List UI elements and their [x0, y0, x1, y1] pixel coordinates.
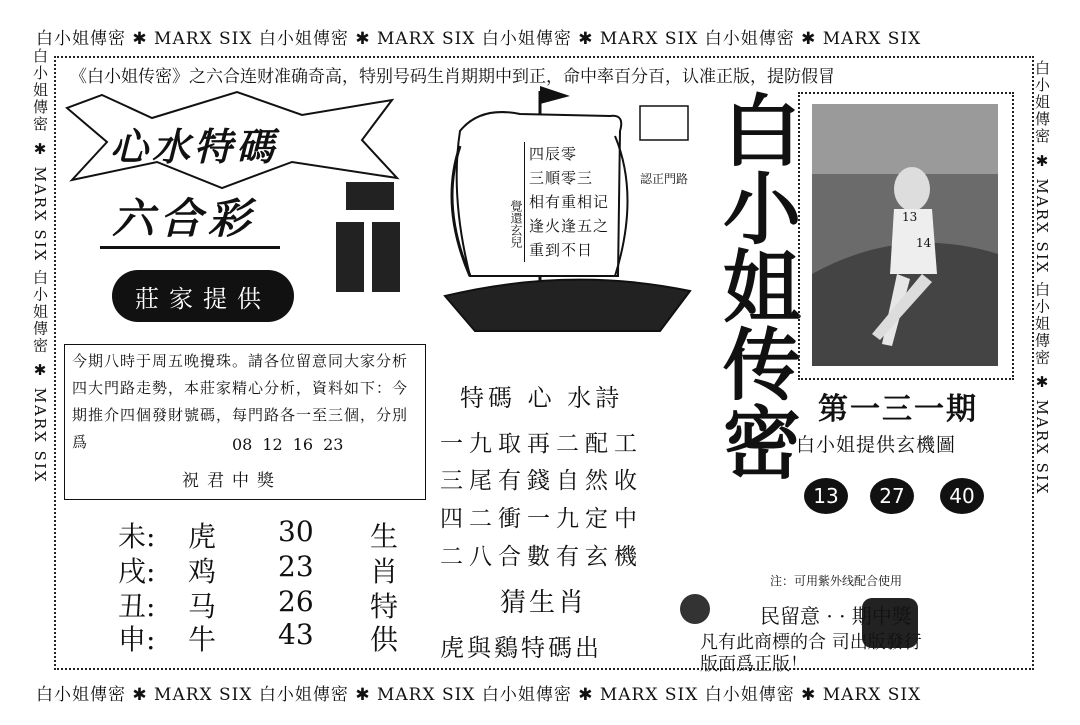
- publisher-line3: 版面爲正版！: [700, 654, 808, 675]
- border-left: 白小姐傳密 ✱ MARX SIX 白小姐傳密 ✱ MARX SIX: [31, 48, 49, 484]
- sail-line: 相有重相记: [529, 193, 610, 211]
- publisher-line1: 民留意 · · 期中獎: [760, 604, 912, 628]
- zodiac-branch: 未:: [118, 520, 156, 553]
- zodiac-row: [118, 618, 398, 658]
- sail-line: 重到不日: [529, 241, 594, 259]
- lucky-number: 13: [804, 478, 848, 514]
- poem-line: 一九取再二配工: [440, 431, 643, 457]
- zodiac-row: [118, 550, 398, 590]
- sail-line: 逢火逢五之: [529, 217, 610, 235]
- provider-badge: 莊家提供: [112, 270, 294, 322]
- header-line: 《白小姐传密》之六合连财准确奇高，特别号码生肖期期中到正，命中率百分百，认准正版，提防假冒: [70, 67, 835, 87]
- poem-line: 四二衝一九定中: [440, 506, 643, 532]
- footnote: 注：可用紫外线配合使用: [770, 574, 903, 588]
- main-title: 白小姐传密: [710, 90, 801, 480]
- border-right: 白小姐傳密 ✱ MARX SIX 白小姐傳密 ✱ MARX SIX: [1033, 60, 1051, 496]
- notice-number: 08: [232, 435, 253, 454]
- border-bottom: 白小姐傳密 ✱ MARX SIX 白小姐傳密 ✱ MARX SIX 白小姐傳密 ✱ MARX SIX 白小姐傳密 ✱ MARX SIX: [36, 685, 922, 705]
- poem-guess: 猜生肖: [500, 588, 588, 618]
- underline-divider: [100, 246, 280, 249]
- subtitle: 白小姐提供玄機圖: [796, 434, 957, 456]
- seal-mark: [680, 594, 710, 624]
- ship-side-label: 覺還玄兒: [509, 200, 523, 248]
- zodiac-number: 30: [278, 515, 314, 548]
- issue-label: 第一三一期: [818, 392, 978, 427]
- zodiac-animal: 牛: [188, 623, 217, 656]
- zodiac-branch: 戌:: [118, 555, 156, 588]
- zodiac-branch: 丑:: [118, 590, 156, 623]
- star-label: 心水特碼: [110, 124, 279, 169]
- zodiac-branch: 申:: [118, 623, 156, 656]
- zodiac-animal: 虎: [188, 520, 217, 553]
- zodiac-number: 43: [278, 618, 314, 651]
- zodiac-number: 26: [278, 585, 314, 618]
- notice-numbers: [232, 435, 343, 454]
- ship-stamp: 認正門路: [640, 172, 689, 186]
- photo-image: [812, 104, 998, 366]
- photo-number: 14: [916, 236, 932, 250]
- stamp-mark: [336, 222, 364, 292]
- poem-line: 二八合數有玄機: [440, 544, 643, 570]
- lucky-number: 27: [870, 478, 914, 514]
- photo-number: 13: [902, 210, 918, 224]
- zodiac-row: [118, 515, 398, 555]
- zodiac-side: 生: [370, 520, 399, 553]
- publisher-line2: 凡有此商標的合 司出版發行: [700, 632, 922, 653]
- notice-number: 23: [323, 435, 344, 454]
- lucky-number: 40: [940, 478, 984, 514]
- notice-number: 12: [262, 435, 283, 454]
- zodiac-side: 特: [370, 590, 399, 623]
- sail-line: 三順零三: [529, 169, 594, 187]
- notice-number: 16: [292, 435, 314, 454]
- notice-text: 今期八時于周五晚攪珠。請各位留意同大家分析四大門路走勢，本莊家精心分析，資料如下：今期推介四個發財號碼，每門路各一至三個，分別爲: [72, 352, 409, 451]
- poem-title: 特碼 心 水詩: [460, 384, 624, 412]
- poem-line: 三尾有錢自然收: [440, 468, 643, 494]
- zodiac-side: 肖: [370, 555, 399, 588]
- liuhecai-title: 六合彩: [112, 194, 257, 243]
- zodiac-number: 23: [278, 550, 314, 583]
- poem-answer: 虎與鷄特碼出: [440, 634, 602, 662]
- border-top: 白小姐傳密 ✱ MARX SIX 白小姐傳密 ✱ MARX SIX 白小姐傳密 ✱ MARX SIX 白小姐傳密 ✱ MARX SIX: [36, 29, 922, 49]
- sail-text: [524, 142, 611, 262]
- sail-line: 四辰零: [529, 145, 578, 163]
- notice-closing: 祝君中獎: [182, 471, 282, 491]
- stamp-mark: [346, 182, 394, 210]
- zodiac-animal: 马: [188, 590, 217, 623]
- stamp-mark: [372, 222, 400, 292]
- zodiac-side: 供: [370, 623, 399, 656]
- zodiac-animal: 鸡: [188, 555, 217, 588]
